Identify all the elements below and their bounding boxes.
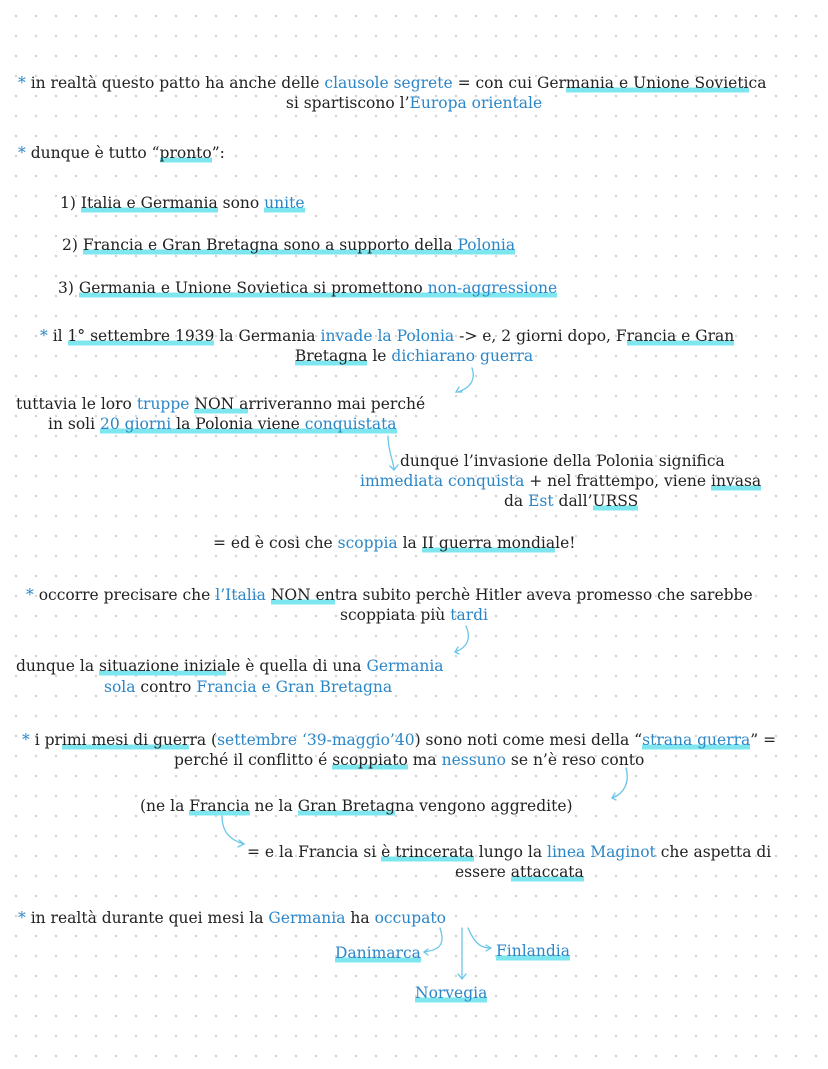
term-truppe: truppe bbox=[136, 395, 190, 413]
highlight-pronto: pronto bbox=[159, 144, 212, 162]
term-invade-polonia: invade la Polonia bbox=[320, 327, 455, 345]
note-line-7 bbox=[40, 326, 734, 346]
term-italia: l’Italia bbox=[215, 586, 266, 604]
text: da bbox=[504, 492, 529, 510]
arrowhead-icon bbox=[486, 945, 491, 951]
text: ha bbox=[345, 909, 375, 927]
arrowhead-icon bbox=[238, 840, 244, 847]
highlight-francia: Francia bbox=[189, 797, 250, 815]
note-line-21 bbox=[140, 796, 573, 816]
text: lungo la bbox=[473, 843, 547, 861]
term-immediata-conquista: immediata conquista bbox=[360, 472, 525, 490]
text: tra subito perchè Hitler aveva promesso che sarebbe bbox=[334, 586, 753, 604]
text: + nel frattempo, viene bbox=[524, 472, 712, 490]
country-finlandia bbox=[496, 941, 570, 961]
text: ma bbox=[407, 751, 442, 769]
highlight-ii-guerra: II guerra mondia bbox=[421, 534, 556, 552]
arrowhead-icon bbox=[390, 465, 398, 470]
note-line-3 bbox=[18, 143, 225, 163]
highlight-invasa: invasa bbox=[711, 472, 762, 490]
text: essere bbox=[455, 863, 511, 881]
term-est: Est bbox=[528, 492, 554, 510]
text: 1) bbox=[60, 194, 81, 212]
text: che aspetta di bbox=[655, 843, 772, 861]
arrow-curve-icon bbox=[612, 768, 627, 798]
note-line-9 bbox=[16, 394, 425, 414]
highlight-non: NON en bbox=[270, 586, 335, 604]
highlight-francia-gb: Francia e Gran Bretagna bbox=[82, 236, 279, 254]
text: -> e, 2 giorni dopo, F bbox=[454, 327, 627, 345]
text: in realtà durante quei mesi la bbox=[30, 909, 269, 927]
text: dall’ bbox=[553, 492, 593, 510]
note-line-13 bbox=[504, 491, 638, 511]
term-nessuno: nessuno bbox=[441, 751, 506, 769]
text: 2) bbox=[62, 236, 83, 254]
text: = con cui Ger bbox=[452, 74, 566, 92]
text: sono a supporto della bbox=[278, 236, 458, 254]
text: la Polonia viene bbox=[171, 415, 305, 433]
highlight-non: NON a bbox=[194, 395, 249, 413]
term-germania: Germania bbox=[366, 657, 444, 675]
note-line-14 bbox=[213, 533, 575, 553]
term-unite: unite bbox=[264, 194, 305, 212]
country-danimarca bbox=[335, 943, 421, 963]
text: = e la Francia si bbox=[247, 843, 382, 861]
term-20-giorni: 20 giorni bbox=[100, 415, 172, 433]
note-line-16 bbox=[0, 605, 828, 625]
text: na vengono aggredite) bbox=[395, 797, 573, 815]
text: 3) bbox=[58, 279, 79, 297]
note-line-1 bbox=[18, 73, 766, 93]
highlight-trincerata: è trincerata bbox=[381, 843, 474, 861]
term-sola: sola bbox=[104, 678, 136, 696]
note-line-23 bbox=[455, 862, 584, 882]
arrowhead-icon bbox=[612, 793, 616, 800]
text: ra ( bbox=[189, 731, 218, 749]
text: scoppiata più bbox=[340, 606, 451, 624]
text: dunque la bbox=[16, 657, 100, 675]
highlight-urss: URSS bbox=[592, 492, 639, 510]
note-line-17 bbox=[16, 656, 444, 676]
note-line-15 bbox=[26, 585, 753, 605]
highlight-gran-bretagna: Gran Bretag bbox=[297, 797, 395, 815]
note-line-18 bbox=[104, 677, 392, 697]
highlight-francia-gran: rancia e Gran bbox=[626, 327, 735, 345]
term-dichiarano-guerra: dichiarano guerra bbox=[391, 347, 534, 365]
list-item-3 bbox=[58, 278, 557, 298]
highlight-bretagna: Bretagna bbox=[294, 347, 368, 365]
text: occorre precisare che bbox=[38, 586, 216, 604]
arrowhead-icon bbox=[424, 949, 428, 955]
highlight-date: 1° settembre 1939 bbox=[67, 327, 215, 345]
term-date-range: settembre ‘39-maggio’40 bbox=[217, 731, 415, 749]
text: si spartiscono l’ bbox=[285, 94, 410, 112]
term-tardi: tardi bbox=[450, 606, 488, 624]
note-line-11 bbox=[400, 451, 725, 471]
bullet-star: * bbox=[22, 731, 30, 749]
text: contro bbox=[135, 678, 197, 696]
arrow-curve-icon bbox=[424, 928, 442, 952]
text: ”: bbox=[211, 144, 225, 162]
note-line-20 bbox=[174, 750, 644, 770]
note-line-22 bbox=[247, 842, 771, 862]
text: perché il conflitto é bbox=[174, 751, 333, 769]
term-polonia: Polonia bbox=[457, 236, 516, 254]
text: dunque l’invasione della Polonia significa bbox=[400, 452, 725, 470]
bullet-star: * bbox=[18, 144, 26, 162]
text: le! bbox=[555, 534, 576, 552]
highlight-italia-germania: Italia e Germania bbox=[80, 194, 218, 212]
text: se n’è reso conto bbox=[505, 751, 645, 769]
text: ) sono noti come mesi della “ bbox=[414, 731, 643, 749]
arrow-curve-icon bbox=[222, 816, 244, 844]
arrow-curve-icon bbox=[455, 626, 468, 652]
highlight-germania-urss: Germania e Unione Sovietica si promettono bbox=[78, 279, 428, 297]
term-conquistata: conquistata bbox=[304, 415, 397, 433]
term-germania: Germania bbox=[268, 909, 346, 927]
text: il bbox=[52, 327, 68, 345]
arrowhead-icon bbox=[458, 974, 466, 979]
note-line-19 bbox=[22, 730, 776, 750]
term-francia-gb: Francia e Gran Bretagna bbox=[196, 678, 393, 696]
term-finlandia: Finlandia bbox=[496, 942, 570, 960]
bullet-star: * bbox=[40, 327, 48, 345]
arrow-curve-icon bbox=[468, 928, 490, 948]
highlight-primi-mesi: imi mesi di guer bbox=[61, 731, 190, 749]
text: sono bbox=[217, 194, 265, 212]
arrowhead-icon bbox=[455, 647, 459, 654]
text: ne la bbox=[249, 797, 298, 815]
term-linea-maginot: linea Maginot bbox=[546, 843, 656, 861]
term-danimarca: Danimarca bbox=[335, 944, 421, 962]
highlight-scoppiato: scoppiato bbox=[332, 751, 408, 769]
highlight-attaccata: attaccata bbox=[510, 863, 584, 881]
term-europa-orientale: Europa orientale bbox=[409, 94, 543, 112]
term-strana-guerra: strana guerra bbox=[642, 731, 751, 749]
term-clausole-segrete: clausole segrete bbox=[324, 74, 453, 92]
text: (ne la bbox=[140, 797, 190, 815]
text: i pr bbox=[34, 731, 62, 749]
arrowhead-icon bbox=[456, 387, 462, 392]
term-non-aggressione: non-aggressione bbox=[427, 279, 558, 297]
country-norvegia bbox=[415, 983, 487, 1003]
note-line-10 bbox=[48, 414, 397, 434]
term-occupato: occupato bbox=[374, 909, 446, 927]
bullet-star: * bbox=[18, 909, 26, 927]
text: la bbox=[397, 534, 422, 552]
text: le è quella di una bbox=[226, 657, 367, 675]
text: le bbox=[367, 347, 392, 365]
text: = ed è cosi che bbox=[213, 534, 338, 552]
arrow-curve-icon bbox=[458, 368, 473, 392]
list-item-1 bbox=[60, 193, 305, 213]
term-scoppia: scoppia bbox=[337, 534, 398, 552]
arrow-curve-icon bbox=[388, 436, 394, 470]
term-norvegia: Norvegia bbox=[415, 984, 488, 1002]
text: rriveranno mai perché bbox=[248, 395, 426, 413]
text: la Germania bbox=[214, 327, 321, 345]
list-item-2 bbox=[62, 235, 515, 255]
note-line-8 bbox=[0, 346, 828, 366]
note-line-24 bbox=[18, 908, 446, 928]
bullet-star: * bbox=[26, 586, 34, 604]
bullet-star: * bbox=[18, 74, 26, 92]
text: dunque è tutto “ bbox=[30, 144, 160, 162]
text: ” = bbox=[750, 731, 777, 749]
text: in soli bbox=[48, 415, 100, 433]
highlight-germania-urss: mania e Unione Sovieti bbox=[565, 74, 749, 92]
text: tuttavia le loro bbox=[16, 395, 137, 413]
note-line-2 bbox=[0, 93, 828, 113]
highlight-situazione: situazione inizia bbox=[99, 657, 227, 675]
text: ca bbox=[748, 74, 767, 92]
note-line-12 bbox=[360, 471, 761, 491]
text: in realtà questo patto ha anche delle bbox=[30, 74, 325, 92]
